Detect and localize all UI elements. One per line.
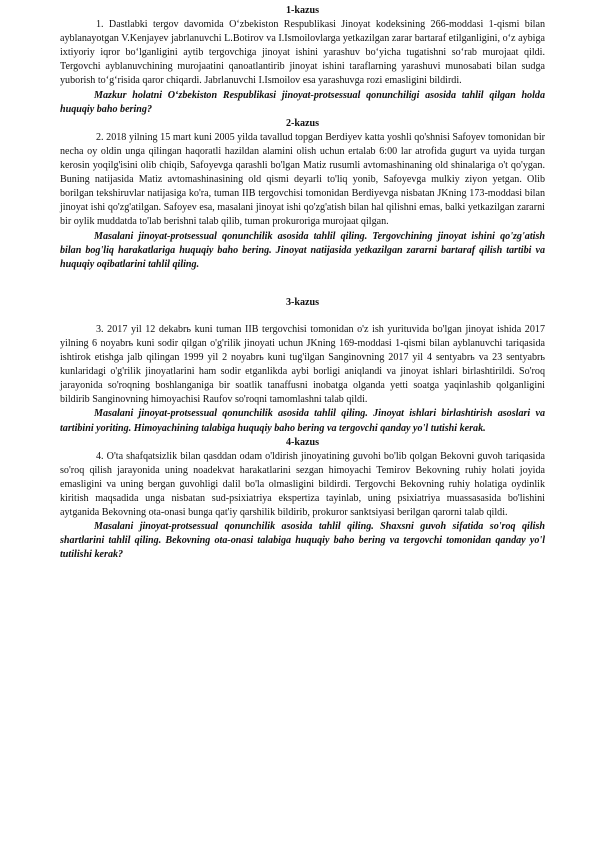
case-3 — [60, 296, 545, 436]
case-4-text: 4. O'ta shafqatsizlik bilan qasddan odam o'ldirish jinoyatining guvohi bo'lib qolgan Bekovni guvoh tariqasida so'roq qilish jarayonida uning noadekvat harakatlarini sezgan himoyachi Temirov Bekovning ruhiy holati joyida emasligini va uning bergan guvohligi dalil bo'la olmasligini bildirdi. Tergovchi Bekovning ruhiy holatiga oydinlik kiritish maqsadida unga nisbatan sud-psixiatriya ekspertiza tayinlab, uning psixiatriya muassasasida bo'lishini aytganida Bekovning ota-onasi bunga qat'iy qarshilik bildirib, prokuror sanktsiyasi berilgan qarorni talab qildi. — [60, 450, 545, 519]
case-2-heading: 2-kazus — [285, 117, 320, 129]
case-1-task: Mazkur holatni O‘zbekiston Respublikasi jinoyat-protsessual qonunchiligi asosida tahlil qilgan holda huquqiy baho bering? — [60, 89, 545, 115]
case-1 — [60, 4, 545, 117]
case-2 — [60, 117, 545, 272]
spacer — [60, 310, 545, 323]
case-1-text: 1. Dastlabki tergov davomida O‘zbekiston Respublikasi Jinoyat kodeksining 266-moddasi 1-qismi bilan ayblanayotgan V.Kenjayev jabrlanuvchi L.Botirov va I.Ismoilovlarga yetkazilgan zarar bartaraf etilganligini, o‘z aybiga ixtiyoriy iqror bo‘lganligini aytib tergovchiga jinoyat ishini yarashuv bo‘yicha tugatishni so‘rab murojaat qildi. Tergovchi ayblanuvchining murojaatini qanoatlantirib jinoyat ishini taraflarning yarashuvi munosabati bilan sudga yuborish to‘g‘risida qaror chiqardi. Jabrlanuvchi I.Ismoilov esa yarashuvga rozi emasligini bildirdi. — [60, 19, 545, 87]
case-3-task: Masalani jinoyat-protsessual qonunchilik asosida tahlil qiling. Jinoyat ishlari birlashtirish asoslari va tartibini yoriting. Himoyachining talabiga huquqiy baho bering va tergovchi qanday yo'l tutishi kerak. — [60, 408, 545, 434]
case-3-heading: 3-kazus — [285, 296, 320, 308]
case-2-task: Masalani jinoyat-protsessual qonunchilik asosida tahlil qiling. Tergovchining jinoyat ishini qo'zg'atish bilan bog'liq harakatlariga huquqiy baho bering. Jinoyat natijasida yetkazilgan zararni bartaraf qilish tartibi va huquqiy oqibatlarini tahlil qiling. — [60, 230, 545, 270]
case-4-heading: 4-kazus — [285, 436, 320, 448]
case-2-text: 2. 2018 yilning 15 mart kuni 2005 yilda tavallud topgan Berdiyev katta yoshli qo'shnisi Safoyev tomonidan bir necha oy oldin unga qilingan haqoratli hazildan alamini olish uchun ertalab 6:00 lar atrofida gugurt va uyida turgan kerosin yoqilg'isini olib chiqib, Safoyevga qarashli bo'lgan Matiz rusumli avtomashinaning old shinalariga o't qo'ygan. Buning natijasida Matiz avtomashinasining old qismi deyarli to'liq yonib, Safoyevga mulkiy ziyon yetgan. Olib borilgan tekshiruvlar natijasiga ko'ra, tuman IIB tergovchisi tomonidan Berdiyevga nisbatan JKning 173-moddasi bilan jinoyat ishi qo'zg'atilgan. Safoyev esa, masalani jinoyat ishi qo'zg'atish bilan hal qilishni emas, balki yetkazilgan zararni bir oylik muddatda to'lab berishni talab qilib, tuman prokuroriga murojaat qilgan. — [60, 131, 545, 228]
spacer — [60, 272, 545, 296]
document-page — [60, 4, 545, 562]
case-1-heading: 1-kazus — [285, 5, 320, 16]
case-4-task: Masalani jinoyat-protsessual qonunchilik asosida tahlil qiling. Shaxsni guvoh sifatida so'roq qilish shartlarini tahlil qiling. Bekovning ota-onasi talabiga huquqiy baho bering va tergovchi tomonidan qanday yo'l tutilishi kerak? — [60, 521, 545, 561]
case-4 — [60, 436, 545, 563]
case-3-text: 3. 2017 yil 12 dekabrь kuni tuman IIB tergovchisi tomonidan o'z ish yurituvida bo'lgan jinoyat ishida 2017 yilning 6 noyabrь kuni sodir qilgan o'g'rilik jinoyati uchun JKning 169-moddasi 1-qismi bilan ayblanuvchi tariqasida ishtirok etishga jalb qilingan 1999 yil 2 noyabrь kuni tug'ilgan Sanginovning 2017 yil 4 sentyabrь va 23 sentyabrь kunlaridagi o'g'rilik jinoyatlarini ham sodir etganlikda aybi borligi aniqlandi va jinoyat ishlari birlashtirildi. So'roq jarayonida so'roqning boshlanganiga bir soatlik tanaffusni inobatga olganda yetti soatga yaqinlashib qolganligini bildirib Sanginovning himoyachisi Raufov so'roqni tamomlashni talab qildi. — [60, 323, 545, 406]
